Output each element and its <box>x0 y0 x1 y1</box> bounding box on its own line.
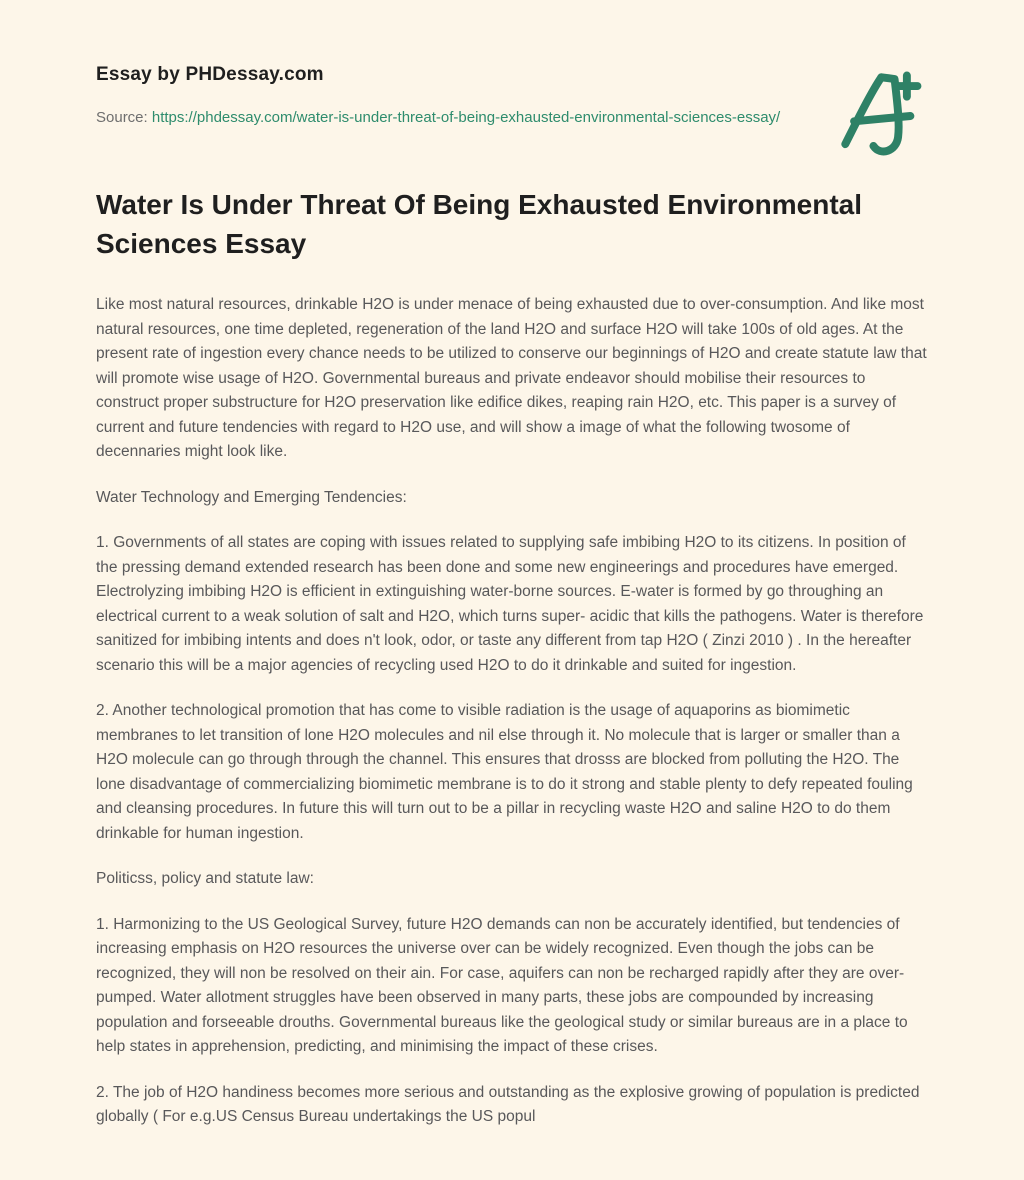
essay-section-heading-technology: Water Technology and Emerging Tendencies: <box>96 488 407 506</box>
essay-paragraph-technology-1: 1. Governments of all states are coping with issues related to supplying safe imbibing H2O to its citizens. In position of the pressing demand extended research has been done and some new engineerings and procedures have emerged. Electrolyzing imbibing H2O is efficient in extinguishing water-borne sources. E-water is formed by go throughing an electrical current to a weak solution of salt and H2O, which turns super- acidic that kills the pathogens. Water is therefore sanitized for imbibing intents and does n't look, odor, or taste any different from tap H2O ( Zinzi 2010 ) . In the hereafter scenario this will be a major agencies of recycling used H2O to do it drinkable and suited for ingestion. <box>96 534 924 674</box>
a-plus-logo-icon <box>840 70 928 162</box>
source-block <box>96 104 796 131</box>
phdessay-logo[interactable] <box>840 70 928 162</box>
essay-paragraph-technology-2: 2. Another technological promotion that has come to visible radiation is the usage of aquaporins as biomimetic membranes to let transition of lone H2O molecules and nil else through it. No molecule that is larger or smaller than a H2O molecule can go through through the channel. This ensures that drosss are blocked from polluting the H2O. The lone disadvantage of commercializing biomimetic membrane is to do it strong and stable plenty to defy repeated fouling and cleansing procedures. In future this will turn out to be a pillar in recycling waste H2O and saline H2O to do them drinkable for human ingestion. <box>96 702 913 842</box>
brand-heading: Essay by PHDessay.com <box>96 64 324 85</box>
page-title: Water Is Under Threat Of Being Exhausted Environmental Sciences Essay <box>96 189 862 259</box>
source-label: Source: <box>96 109 148 126</box>
source-url-link[interactable]: https://phdessay.com/water-is-under-threat-of-being-exhausted-environmental-sciences-essay/ <box>151 109 781 126</box>
essay-body <box>96 293 930 1130</box>
essay-paragraph-politics-2: 2. The job of H2O handiness becomes more serious and outstanding as the explosive growing of population is predicted globally ( For e.g.US Census Bureau undertakings the US popul <box>96 1083 920 1125</box>
essay-paragraph-intro: Like most natural resources, drinkable H2O is under menace of being exhausted due to over-consumption. And like most natural resources, one time depleted, regeneration of the land H2O and surface H2O will take 100s of old ages. At the present rate of ingestion every chance needs to be utilized to conserve our beginnings of H2O and create statute law that will promote wise usage of H2O. Governmental bureaus and private endeavor should mobilise their resources to construct proper substructure for H2O preservation like edifice dikes, reaping rain H2O, etc. This paper is a survey of current and future tendencies with regard to H2O use, and will show a image of what the following twosome of decennaries might look like. <box>96 296 927 460</box>
essay-paragraph-politics-1: 1. Harmonizing to the US Geological Survey, future H2O demands can non be accurately identified, but tendencies of increasing emphasis on H2O resources the universe over can be widely recognized. Even though the jobs can be recognized, they will non be resolved on their ain. For case, aquifers can non be recharged rapidly after they are over-pumped. Water allotment struggles have been observed in many parts, these jobs are compounded by increasing population and forseeable drouths. Governmental bureaus like the geological study or similar bureaus are in a place to help states in apprehension, predicting, and minimising the impact of these crises. <box>96 915 908 1055</box>
essay-section-heading-politics: Politicss, policy and statute law: <box>96 870 314 887</box>
